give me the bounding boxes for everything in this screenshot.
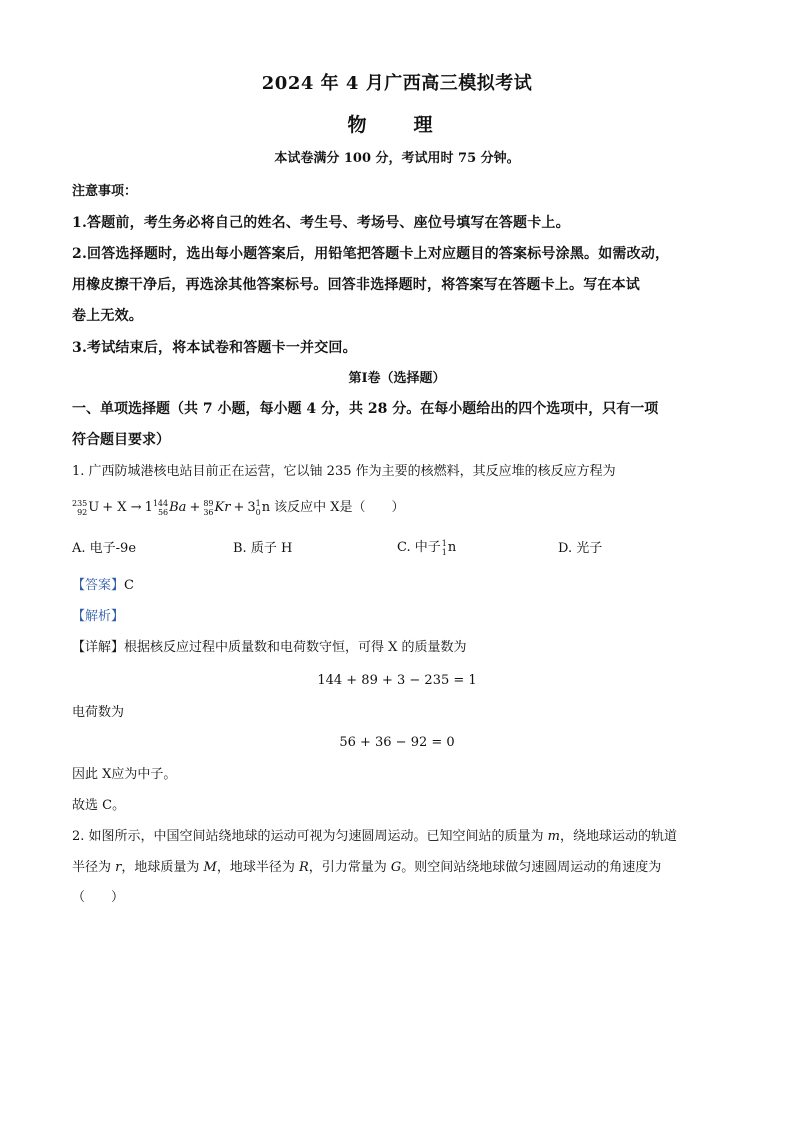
notes-heading: 注意事项：	[72, 184, 138, 199]
part-1-heading: 第Ⅰ卷（选择题）	[348, 371, 446, 386]
exam-title: 2024 年 4 月广西高三模拟考试	[261, 73, 533, 94]
uranium-mass-number: 235	[72, 499, 88, 508]
option-a: A. 电子-9e	[72, 541, 137, 556]
analysis-label: 【解析】	[72, 609, 125, 624]
question-1-prompt: 该反应中 X是（ ）	[274, 500, 405, 515]
question-1-equation	[72, 496, 405, 520]
charge-number-label: 电荷数为	[72, 705, 125, 720]
barium-charge-number: 56	[157, 508, 169, 517]
variable-r: r	[115, 860, 122, 875]
barium-symbol: Ba	[169, 500, 187, 515]
subject-title: 物 理	[347, 114, 447, 136]
option-c	[397, 536, 456, 560]
uranium-indices	[72, 499, 87, 517]
note-item-2-line-1: 2.回答选择题时，选出每小题答案后，用铅笔把答题卡上对应题目的答案标号涂黑。如需改动，	[72, 246, 670, 262]
question-2-text-a: 2. 如图所示，中国空间站绕地球的运动可视为匀速圆周运动。已知空间站的质量为	[72, 829, 548, 844]
option-c-mass-number: 1	[441, 539, 447, 548]
question-2-line-1	[72, 828, 677, 846]
note-item-2-line-2: 用橡皮擦干净后，再选涂其他答案标号。回答非选择题时，将答案写在答题卡上。写在本试	[72, 277, 640, 293]
variable-m: m	[547, 829, 560, 844]
krypton-charge-number: 36	[203, 508, 214, 517]
detail-label: 【详解】	[72, 640, 125, 655]
uranium-symbol: U	[88, 500, 100, 515]
option-c-charge-number: 1	[441, 548, 447, 557]
uranium-charge-number: 92	[77, 508, 88, 517]
barium-mass-number: 144	[152, 499, 169, 508]
neutron-mass-number: 1	[255, 499, 261, 508]
krypton-mass-number: 89	[203, 499, 214, 508]
question-2-text-e: ，地球半径为	[216, 860, 299, 875]
option-d: D. 光子	[558, 541, 603, 556]
conclusion-text: 因此 X应为中子。	[72, 767, 177, 782]
neutron-charge-number: 0	[255, 508, 261, 517]
note-item-2-line-3: 卷上无效。	[72, 308, 143, 324]
option-c-indices	[442, 539, 447, 557]
krypton-symbol: Kr	[214, 500, 231, 515]
barium-indices	[153, 499, 168, 517]
answer-label: 【答案】	[72, 578, 125, 593]
question-2-text-b: ，绕地球运动的轨道	[560, 829, 678, 844]
answer-value: C	[124, 578, 134, 593]
variable-M: M	[203, 860, 217, 875]
choice-text: 故选 C。	[72, 798, 126, 813]
plus-sign-1: +	[189, 500, 201, 515]
charge-number-equation: 56 + 36 − 92 = 0	[339, 735, 455, 750]
neutron-indices	[256, 499, 261, 517]
section-heading-line-2: 符合题目要求）	[72, 432, 170, 448]
question-2-line-2	[72, 859, 661, 877]
plus-sign-2: +	[233, 500, 245, 515]
note-item-1: 1.答题前，考生务必将自己的姓名、考生号、考场号、座位号填写在答题卡上。	[72, 215, 570, 231]
neutron-coefficient: 3	[247, 500, 256, 515]
note-item-3: 3.考试结束后，将本试卷和答题卡一并交回。	[72, 340, 357, 356]
variable-R: R	[298, 860, 309, 875]
option-c-symbol: n	[447, 540, 457, 555]
krypton-indices	[203, 499, 213, 517]
section-heading-line-1: 一、单项选择题（共 7 小题，每小题 4 分，共 28 分。在每小题给出的四个选项中，只有一项	[72, 401, 659, 417]
answer-line	[72, 577, 134, 595]
neutron-symbol: n	[261, 500, 271, 515]
barium-coefficient: 1	[144, 500, 153, 515]
detail-text: 根据核反应过程中质量数和电荷数守恒，可得 X 的质量数为	[124, 640, 467, 655]
question-2-text-f: ，引力常量为	[308, 860, 391, 875]
option-c-label: C. 中子	[397, 540, 441, 555]
exam-info: 本试卷满分 100 分，考试用时 75 分钟。	[274, 151, 520, 166]
question-2-text-d: ，地球质量为	[121, 860, 204, 875]
plus-x-arrow: + X →	[102, 500, 142, 515]
option-b: B. 质子 H	[233, 541, 293, 556]
detail-line	[72, 639, 467, 657]
question-2-text-g: 。则空间站绕地球做匀速圆周运动的角速度为	[401, 860, 662, 875]
question-2-text-c: 半径为	[72, 860, 116, 875]
question-2-line-3: （ ）	[72, 890, 125, 905]
variable-G: G	[390, 860, 402, 875]
question-1-stem: 1. 广西防城港核电站目前正在运营，它以铀 235 作为主要的核燃料，其反应堆的核反应方程为	[72, 464, 616, 479]
mass-number-equation: 144 + 89 + 3 − 235 = 1	[317, 673, 477, 688]
